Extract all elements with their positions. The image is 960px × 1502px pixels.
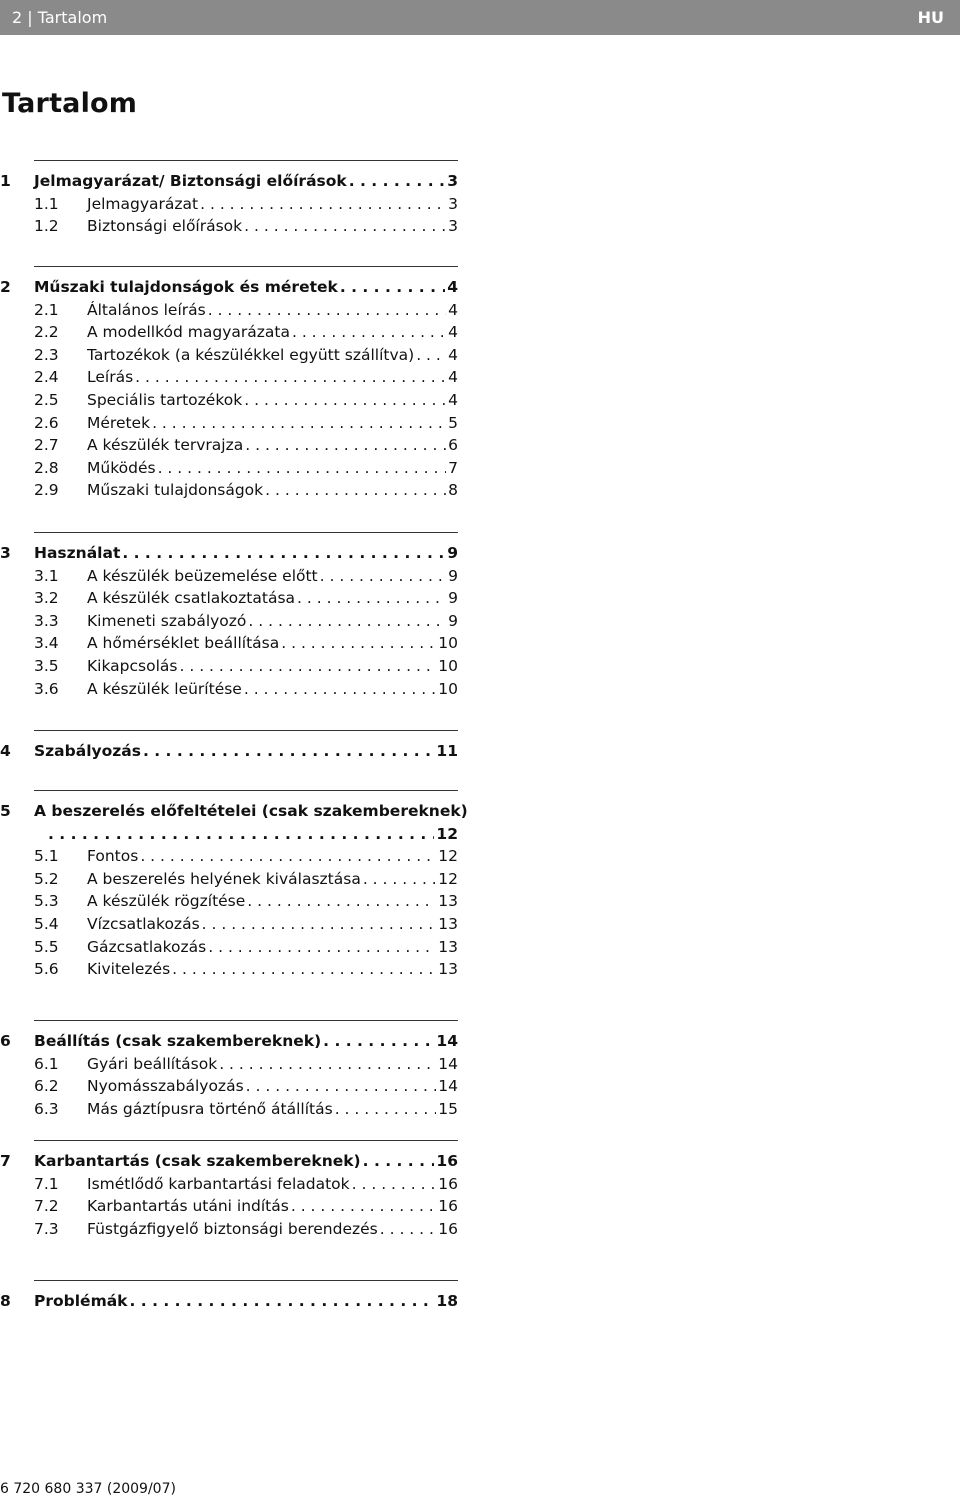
toc-entry-page: 10 xyxy=(438,634,458,653)
toc-entry[interactable] xyxy=(34,1098,458,1121)
toc-section xyxy=(0,1280,458,1313)
toc-entry[interactable] xyxy=(34,655,458,678)
toc-leader-dots xyxy=(143,740,434,763)
toc-entry-label: Leírás xyxy=(87,368,134,387)
toc-entry-label: Kivitelezés xyxy=(87,960,171,979)
toc-leader-dots xyxy=(265,479,446,502)
toc-entry-label: Méretek xyxy=(87,413,151,432)
toc-leader-dots xyxy=(122,542,445,565)
toc-entry-number: 3.4 xyxy=(34,634,59,653)
toc-entry-label: Műszaki tulajdonságok xyxy=(87,481,264,500)
toc-entry-page: 15 xyxy=(438,1099,458,1118)
toc-entry-label: A beszerelés előfeltételei (csak szakembereknek) xyxy=(34,802,468,820)
toc-entry-number: 7.2 xyxy=(34,1197,59,1216)
toc-entry-label: Általános leírás xyxy=(87,300,206,319)
toc-entry-label: Fontos xyxy=(87,847,139,866)
toc-entry[interactable] xyxy=(34,890,458,913)
toc-entry[interactable] xyxy=(34,434,458,457)
toc-entry-page: 16 xyxy=(438,1197,458,1216)
header-page-label: 2 | Tartalom xyxy=(12,8,108,27)
page-title: Tartalom xyxy=(2,88,138,119)
toc-entry-page: 9 xyxy=(448,611,458,630)
toc-leader-dots xyxy=(247,890,436,913)
toc-entry[interactable] xyxy=(34,1053,458,1076)
toc-leader-dots xyxy=(416,344,446,367)
toc-entry-page: 14 xyxy=(438,1054,458,1073)
toc-entry-number: 5.3 xyxy=(34,892,59,911)
toc-leader-dots xyxy=(208,936,436,959)
toc-entry-number: 2.6 xyxy=(34,413,59,432)
toc-entry-number: 3.1 xyxy=(34,566,59,585)
toc-section xyxy=(0,532,458,700)
page-header xyxy=(0,0,960,35)
toc-entry-number: 5.4 xyxy=(34,914,59,933)
toc-section-heading[interactable] xyxy=(0,542,458,565)
toc-entry-label: Füstgázfigyelő biztonsági berendezés xyxy=(87,1219,378,1238)
toc-leader-dots xyxy=(335,1098,437,1121)
toc-entry-label: Gázcsatlakozás xyxy=(87,937,207,956)
toc-entry[interactable] xyxy=(34,366,458,389)
toc-entry[interactable] xyxy=(34,299,458,322)
toc-entry-page: 4 xyxy=(447,278,458,296)
toc-leader-dots xyxy=(219,1053,436,1076)
toc-entry-label: A beszerelés helyének kiválasztása xyxy=(87,869,361,888)
toc-section xyxy=(0,790,468,981)
toc-entry-label: Használat xyxy=(34,544,121,562)
toc-entry-label: A készülék beüzemelése előtt xyxy=(87,566,318,585)
toc-section-heading[interactable] xyxy=(0,740,458,763)
toc-leader-dots xyxy=(244,678,436,701)
toc-entry-page: 13 xyxy=(438,914,458,933)
toc-entry-page: 3 xyxy=(448,217,458,236)
toc-entry[interactable] xyxy=(34,215,458,238)
toc-entry-number: 4 xyxy=(0,742,11,760)
toc-entry-page: 13 xyxy=(438,892,458,911)
toc-entry[interactable] xyxy=(34,958,458,981)
toc-entry-label: A modellkód magyarázata xyxy=(87,323,290,342)
toc-entry-page: 12 xyxy=(438,847,458,866)
toc-entry-number: 3 xyxy=(0,544,11,562)
toc-entry-label: A készülék tervrajza xyxy=(87,436,244,455)
toc-leader-dots xyxy=(363,1150,435,1173)
toc-section-heading[interactable] xyxy=(0,1150,458,1173)
toc-entry-number: 3.3 xyxy=(34,611,59,630)
toc-entry-label: Tartozékok (a készülékkel együtt szállítva) xyxy=(87,345,415,364)
toc-entry-number: 6.1 xyxy=(34,1054,59,1073)
toc-section-heading[interactable] xyxy=(0,1290,458,1313)
toc-entry[interactable] xyxy=(34,1218,458,1241)
toc-entry-page: 4 xyxy=(448,300,458,319)
toc-entry[interactable] xyxy=(34,412,458,435)
toc-entry[interactable] xyxy=(34,632,458,655)
toc-entry-label: Speciális tartozékok xyxy=(87,390,243,409)
toc-entry-number: 3.2 xyxy=(34,589,59,608)
toc-leader-dots xyxy=(130,1290,435,1313)
toc-entry-page: 5 xyxy=(448,413,458,432)
toc-leader-dots xyxy=(246,1075,437,1098)
header-language-code: HU xyxy=(917,8,944,27)
toc-section xyxy=(0,1140,458,1240)
toc-entry-label: A készülék leürítése xyxy=(87,679,242,698)
toc-leader-dots xyxy=(172,958,436,981)
toc-section xyxy=(0,160,458,238)
toc-entry-page: 10 xyxy=(438,679,458,698)
toc-entry-number: 1.2 xyxy=(34,217,59,236)
toc-entry[interactable] xyxy=(34,587,458,610)
toc-section-heading[interactable] xyxy=(0,170,458,193)
toc-entry-label: Szabályozás xyxy=(34,742,141,760)
toc-leader-dots xyxy=(340,276,445,299)
toc-entry[interactable] xyxy=(34,1173,458,1196)
toc-entry-page: 4 xyxy=(448,368,458,387)
toc-entry-label: Problémák xyxy=(34,1292,128,1310)
toc-entry-page: 4 xyxy=(448,390,458,409)
toc-entry-number: 2.4 xyxy=(34,368,59,387)
toc-entry-number: 7 xyxy=(0,1152,11,1170)
toc-entry-label: Kimeneti szabályozó xyxy=(87,611,247,630)
toc-entry-page: 18 xyxy=(436,1292,458,1310)
toc-section-heading[interactable] xyxy=(0,276,458,299)
toc-entry[interactable] xyxy=(34,565,458,588)
toc-entry[interactable] xyxy=(34,845,458,868)
toc-entry-page: 13 xyxy=(438,937,458,956)
toc-entry-number: 5.1 xyxy=(34,847,59,866)
toc-entry-number: 6.3 xyxy=(34,1099,59,1118)
toc-leader-dots xyxy=(135,366,446,389)
toc-entry-number: 5.5 xyxy=(34,937,59,956)
toc-entry-page: 14 xyxy=(438,1077,458,1096)
toc-leader-dots xyxy=(140,845,436,868)
toc-entry-number: 7.3 xyxy=(34,1219,59,1238)
toc-entry-number: 2.5 xyxy=(34,390,59,409)
toc-entry-number: 3.6 xyxy=(34,679,59,698)
toc-leader-dots xyxy=(363,868,436,891)
toc-entry[interactable] xyxy=(34,389,458,412)
toc-entry[interactable] xyxy=(34,868,458,891)
toc-entry-label: Karbantartás (csak szakembereknek) xyxy=(34,1152,361,1170)
toc-entry-label: Karbantartás utáni indítás xyxy=(87,1197,289,1216)
toc-leader-dots xyxy=(158,457,447,480)
toc-entry-page: 8 xyxy=(448,481,458,500)
toc-entry-page: 6 xyxy=(448,436,458,455)
toc-entry-page: 3 xyxy=(447,172,458,190)
toc-entry-number: 2.7 xyxy=(34,436,59,455)
toc-entry-page: 16 xyxy=(436,1152,458,1170)
toc-entry-page: 4 xyxy=(448,323,458,342)
toc-leader-dots xyxy=(352,1173,437,1196)
toc-entry-number: 6 xyxy=(0,1032,11,1050)
toc-section xyxy=(0,1020,458,1120)
toc-leader-dots xyxy=(297,587,446,610)
toc-entry-label: A hőmérséklet beállítása xyxy=(87,634,280,653)
toc-entry-number: 5.6 xyxy=(34,960,59,979)
toc-entry[interactable] xyxy=(34,321,458,344)
toc-entry[interactable] xyxy=(34,1075,458,1098)
toc-entry-label: A készülék csatlakoztatása xyxy=(87,589,296,608)
toc-section xyxy=(0,730,458,763)
toc-entry[interactable] xyxy=(34,479,458,502)
toc-entry-number: 5.2 xyxy=(34,869,59,888)
toc-section xyxy=(0,266,458,502)
toc-entry-page: 14 xyxy=(436,1032,458,1050)
toc-entry-page: 11 xyxy=(436,742,458,760)
toc-entry-label: Kikapcsolás xyxy=(87,656,178,675)
toc-entry-page: 16 xyxy=(438,1174,458,1193)
toc-entry-page: 16 xyxy=(438,1219,458,1238)
toc-entry-number: 2 xyxy=(0,278,11,296)
toc-entry-page: 12 xyxy=(438,869,458,888)
toc-entry[interactable] xyxy=(34,457,458,480)
document-number: 6 720 680 337 (2009/07) xyxy=(0,1481,176,1497)
toc-entry-number: 2.3 xyxy=(34,345,59,364)
toc-entry[interactable] xyxy=(34,1195,458,1218)
toc-entry-number: 2.9 xyxy=(34,481,59,500)
toc-entry-number: 8 xyxy=(0,1292,11,1310)
toc-entry[interactable] xyxy=(34,193,458,216)
toc-leader-dots xyxy=(208,299,446,322)
toc-entry-label: Nyomásszabályozás xyxy=(87,1077,244,1096)
toc-entry-number: 2.2 xyxy=(34,323,59,342)
toc-entry[interactable] xyxy=(34,610,458,633)
toc-entry-number: 7.1 xyxy=(34,1174,59,1193)
toc-leader-dots xyxy=(244,215,446,238)
toc-section-heading[interactable] xyxy=(0,800,468,823)
toc-entry-page: 9 xyxy=(448,589,458,608)
toc-entry-page: 4 xyxy=(448,345,458,364)
toc-leader-dots xyxy=(202,913,437,936)
toc-entry[interactable] xyxy=(34,344,458,367)
toc-entry-label: Jelmagyarázat/ Biztonsági előírások xyxy=(34,172,347,190)
toc-entry-page: 12 xyxy=(436,824,458,843)
toc-entry-label: Biztonsági előírások xyxy=(87,217,243,236)
toc-entry-label: Beállítás (csak szakembereknek) xyxy=(34,1032,322,1050)
toc-entry-label: Gyári beállítások xyxy=(87,1054,218,1073)
toc-leader-dots xyxy=(349,170,445,193)
toc-leader-dots xyxy=(320,565,446,588)
toc-entry-number: 5 xyxy=(0,802,11,820)
toc-entry-number: 2.8 xyxy=(34,458,59,477)
toc-entry-label: Működés xyxy=(87,458,156,477)
toc-entry-page: 7 xyxy=(448,458,458,477)
toc-entry[interactable] xyxy=(34,936,458,959)
toc-entry-label: Műszaki tulajdonságok és méretek xyxy=(34,278,338,296)
toc-entry-number: 2.1 xyxy=(34,300,59,319)
toc-section-heading[interactable] xyxy=(0,1030,458,1053)
toc-entry-page: 10 xyxy=(438,656,458,675)
toc-leader-dots xyxy=(323,1030,434,1053)
toc-entry-label: A készülék rögzítése xyxy=(87,892,246,911)
toc-leader-dots xyxy=(248,610,446,633)
toc-entry-page: 3 xyxy=(448,194,458,213)
toc-entry-page: 13 xyxy=(438,960,458,979)
toc-entry-number: 1.1 xyxy=(34,194,59,213)
toc-entry[interactable] xyxy=(34,913,458,936)
toc-leader-dots xyxy=(200,193,446,216)
toc-entry-number: 6.2 xyxy=(34,1077,59,1096)
toc-entry-page: 9 xyxy=(447,544,458,562)
toc-leader-dots xyxy=(291,1195,436,1218)
toc-entry-label: Vízcsatlakozás xyxy=(87,914,200,933)
toc-leader-dots xyxy=(281,632,436,655)
toc-leader-dots xyxy=(244,389,446,412)
toc-leader-dots xyxy=(245,434,446,457)
toc-entry[interactable] xyxy=(34,678,458,701)
toc-leader-dots xyxy=(152,412,446,435)
toc-entry-label: Más gáztípusra történő átállítás xyxy=(87,1099,333,1118)
toc-section-heading-page[interactable] xyxy=(34,823,458,846)
toc-entry-page: 9 xyxy=(448,566,458,585)
toc-entry-number: 3.5 xyxy=(34,656,59,675)
toc-leader-dots xyxy=(179,655,436,678)
toc-leader-dots xyxy=(380,1218,437,1241)
toc-entry-number: 1 xyxy=(0,172,11,190)
toc-leader-dots xyxy=(292,321,446,344)
toc-leader-dots xyxy=(48,823,434,846)
toc-entry-label: Ismétlődő karbantartási feladatok xyxy=(87,1174,350,1193)
toc-entry-label: Jelmagyarázat xyxy=(87,194,199,213)
